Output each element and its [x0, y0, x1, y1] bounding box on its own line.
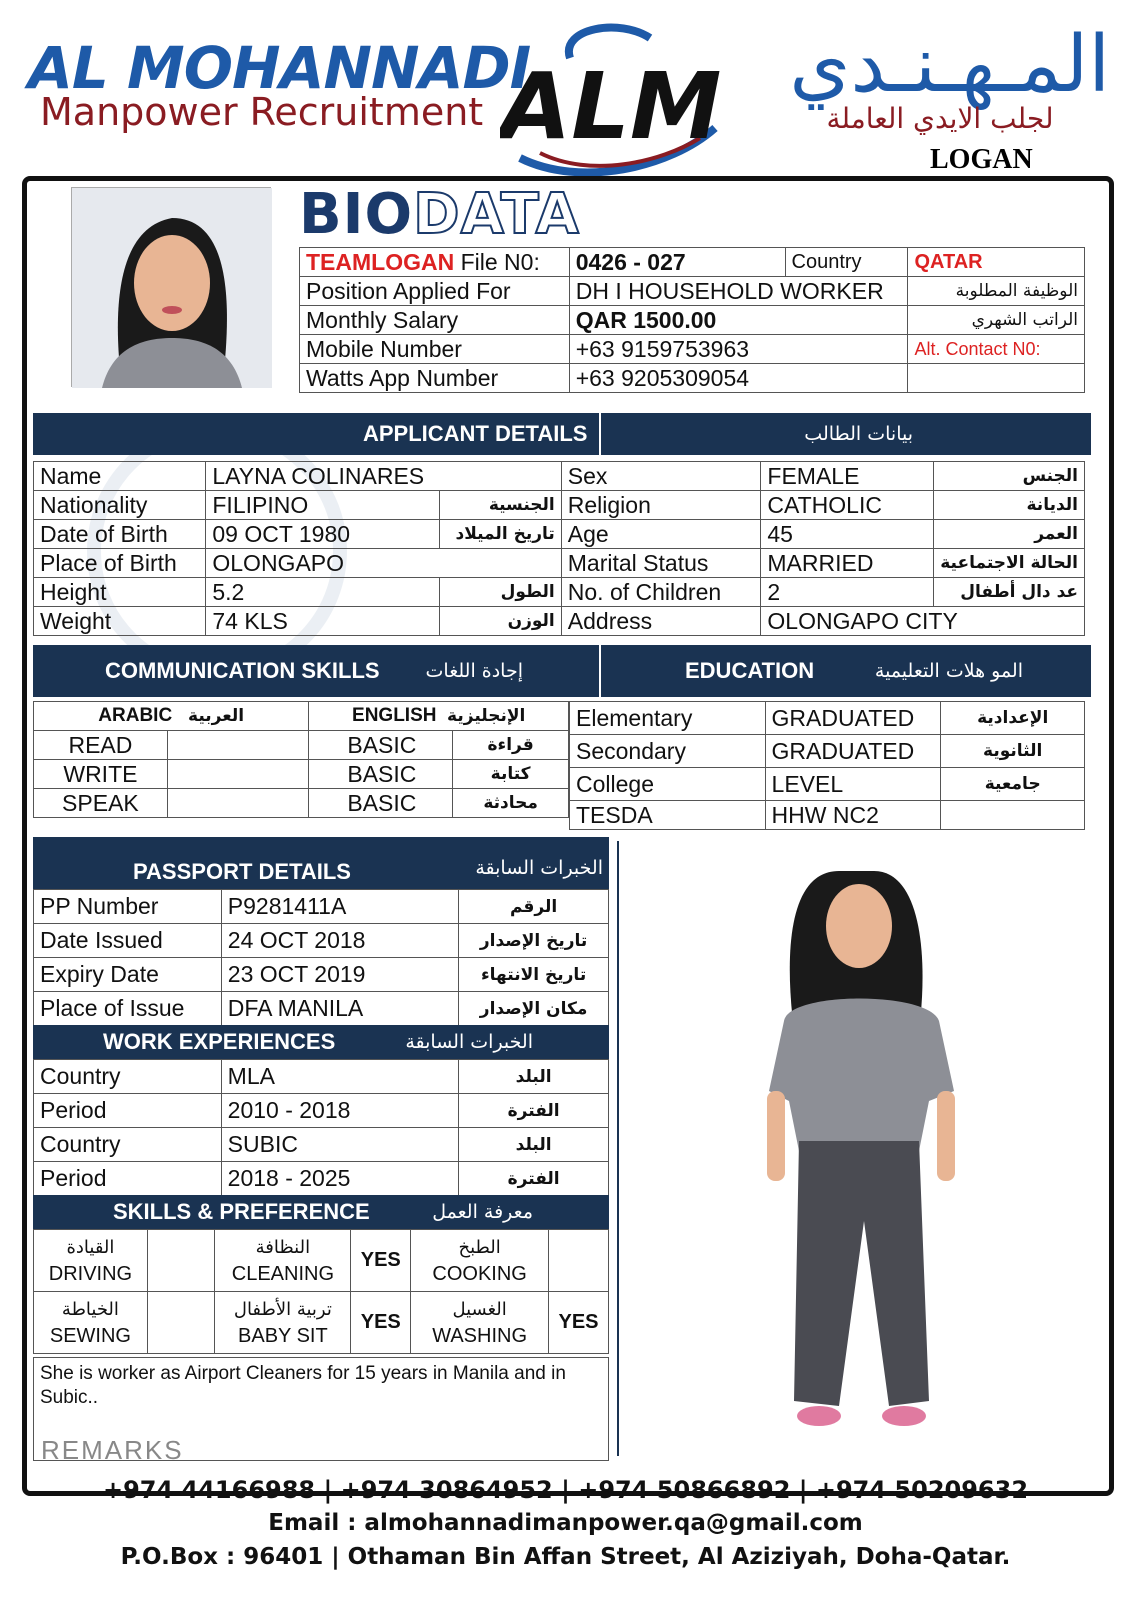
skills-row-2: [34, 1292, 609, 1354]
applicant-value-left: OLONGAPO: [206, 549, 561, 578]
skills-title-ar: معرفة العمل: [432, 1201, 533, 1223]
passport-label-ar: مكان الإصدار: [459, 992, 609, 1026]
comm-arabic-value: [167, 760, 309, 789]
education-level: Elementary: [570, 702, 766, 735]
skill-washing-ar: الغسيل: [452, 1298, 507, 1320]
alt-contact-value: [908, 364, 1085, 393]
country-label: Country: [785, 248, 908, 277]
applicant-value-right: 2: [761, 578, 934, 607]
applicant-row: [34, 491, 1085, 520]
passport-row: [34, 992, 609, 1026]
education-status: GRADUATED: [765, 735, 941, 768]
remarks-label: REMARKS: [41, 1435, 184, 1465]
passport-label: Date Issued: [34, 924, 222, 958]
applicant-label-right: No. of Children: [561, 578, 761, 607]
work-value: SUBIC: [221, 1128, 459, 1162]
footer-phones: +974 44166988 | +974 30864952 | +974 50866892 | +974 50209632: [102, 1476, 1029, 1504]
applicant-value-right: OLONGAPO CITY: [761, 607, 1085, 636]
applicant-row: [34, 462, 1085, 491]
file-brand: TEAMLOGAN: [306, 248, 455, 275]
applicant-value-left: LAYNA COLINARES: [206, 462, 561, 491]
fullbody-image: [619, 841, 1089, 1456]
passport-label-ar: الرقم: [459, 890, 609, 924]
applicant-label-right: Age: [561, 520, 761, 549]
position-label-ar: الوظيفة المطلوبة: [908, 277, 1085, 306]
biodata-title: [299, 182, 580, 247]
company-name-ar: المـهـنـدي: [789, 20, 1110, 110]
applicant-label-right: Religion: [561, 491, 761, 520]
applicant-photo-portrait: [71, 187, 271, 387]
work-row: [34, 1162, 609, 1196]
communication-row: [34, 789, 569, 818]
applicant-photo-fullbody: [617, 841, 1087, 1456]
biodata-frame: [22, 176, 1114, 1496]
education-level-ar: الثانوية: [941, 735, 1085, 768]
company-subtitle-ar: لجلب الايدي العاملة: [826, 102, 1054, 135]
skill-driving-ar: القيادة: [66, 1236, 115, 1258]
applicant-details-title-ar: بيانات الطالب: [804, 423, 913, 445]
file-label-text: File N0:: [454, 248, 540, 275]
arabic-label-ar: العربية: [188, 706, 245, 726]
applicant-details-title: APPLICANT DETAILS: [363, 421, 588, 446]
communication-row: [34, 731, 569, 760]
applicant-value-right: CATHOLIC: [761, 491, 934, 520]
work-title-ar: الخبرات السابقة: [405, 1031, 533, 1053]
comm-arabic-value: [167, 731, 309, 760]
skill-babysit-ar: تربية الأطفال: [233, 1298, 332, 1320]
company-subtitle-en: Manpower Recruitment: [40, 90, 484, 134]
company-name-en: AL MOHANNADI: [28, 34, 531, 102]
applicant-label-left: Height: [34, 578, 206, 607]
english-label-ar: الإنجليزية: [447, 706, 526, 726]
work-label: Period: [34, 1162, 222, 1196]
biodata-title-bold: BIO: [299, 182, 414, 247]
work-label-ar: البلد: [459, 1128, 609, 1162]
work-row: [34, 1128, 609, 1162]
comm-skill-ar: كتابة: [453, 760, 569, 789]
work-value: 2018 - 2025: [221, 1162, 459, 1196]
whatsapp-value: +63 9205309054: [569, 364, 908, 393]
passport-value: P9281411A: [221, 890, 458, 924]
band-divider: [599, 413, 601, 455]
top-info-table: [299, 247, 1085, 393]
skill-cooking: [411, 1230, 549, 1292]
applicant-value-left: 74 KLS: [206, 607, 440, 636]
skill-sewing-ar: الخياطة: [61, 1298, 119, 1320]
skill-sewing-value: [147, 1292, 215, 1354]
skills-table: [33, 1229, 609, 1354]
communication-title: COMMUNICATION SKILLS: [105, 658, 380, 683]
work-label: Country: [34, 1128, 222, 1162]
applicant-value-left: 5.2: [206, 578, 440, 607]
comm-header-row: [34, 702, 569, 731]
skill-driving-en: DRIVING: [48, 1262, 133, 1285]
applicant-row: [34, 607, 1085, 636]
comm-arabic-value: [167, 789, 309, 818]
skill-cooking-value: [549, 1230, 609, 1292]
passport-label: Place of Issue: [34, 992, 222, 1026]
education-row: [570, 801, 1085, 830]
work-row: [34, 1060, 609, 1094]
education-row: [570, 702, 1085, 735]
skill-sewing: [34, 1292, 148, 1354]
skill-washing-value: YES: [549, 1292, 609, 1354]
applicant-row: [34, 549, 1085, 578]
education-level-ar: [941, 801, 1085, 830]
position-value: DH I HOUSEHOLD WORKER: [569, 277, 908, 306]
passport-title: PASSPORT DETAILS: [133, 859, 351, 884]
education-row: [570, 735, 1085, 768]
passport-label: PP Number: [34, 890, 222, 924]
mobile-row: [300, 335, 1085, 364]
education-level: College: [570, 768, 766, 801]
education-table: [569, 701, 1085, 830]
applicant-label-left-ar: الطول: [440, 578, 561, 607]
comm-skill: WRITE: [34, 760, 168, 789]
education-row: [570, 768, 1085, 801]
applicant-label-left: Place of Birth: [34, 549, 206, 578]
skills-row-1: [34, 1230, 609, 1292]
alt-contact-label: Alt. Contact N0:: [908, 335, 1085, 364]
position-row: [300, 277, 1085, 306]
remarks-box: She is worker as Airport Cleaners for 15 years in Manila and in Subic..: [33, 1357, 609, 1461]
skills-band: [33, 1195, 609, 1229]
english-header: [309, 702, 569, 731]
work-label: Country: [34, 1060, 222, 1094]
passport-label: Expiry Date: [34, 958, 222, 992]
work-band: [33, 1025, 609, 1059]
passport-label-ar: تاريخ الانتهاء: [459, 958, 609, 992]
skill-babysit: [215, 1292, 351, 1354]
passport-title-ar: الخبرات السابقة: [475, 857, 603, 879]
file-number: 0426 - 027: [569, 248, 785, 277]
position-label: Position Applied For: [300, 277, 570, 306]
applicant-value-right: FEMALE: [761, 462, 934, 491]
education-level: Secondary: [570, 735, 766, 768]
applicant-label-right-ar: الديانة: [934, 491, 1085, 520]
passport-row: [34, 924, 609, 958]
salary-label: Monthly Salary: [300, 306, 570, 335]
applicant-label-left-ar: الوزن: [440, 607, 561, 636]
mobile-label: Mobile Number: [300, 335, 570, 364]
portrait-image: [72, 188, 272, 388]
education-title: EDUCATION: [685, 658, 815, 683]
logan-label: LOGAN: [930, 144, 1033, 175]
applicant-label-left: Weight: [34, 607, 206, 636]
applicant-label-right: Address: [561, 607, 761, 636]
skill-babysit-en: BABY SIT: [238, 1324, 328, 1347]
applicant-label-right-ar: عد دال أطفال: [934, 578, 1085, 607]
salary-label-ar: الراتب الشهري: [908, 306, 1085, 335]
whatsapp-row: [300, 364, 1085, 393]
education-level-ar: جامعية: [941, 768, 1085, 801]
footer-email: Email : almohannadimanpower.qa@gmail.com: [268, 1510, 863, 1536]
applicant-value-left: FILIPINO: [206, 491, 440, 520]
skill-babysit-value: YES: [351, 1292, 411, 1354]
education-title-ar: المو هلات التعليمية: [874, 660, 1023, 682]
applicant-label-right-ar: الحالة الاجتماعية: [934, 549, 1085, 578]
skill-cleaning-value: YES: [351, 1230, 411, 1292]
work-value: MLA: [221, 1060, 459, 1094]
alm-logo-icon: [500, 18, 730, 178]
arabic-label: ARABIC: [98, 705, 173, 726]
passport-table: [33, 889, 609, 1026]
applicant-label-right: Sex: [561, 462, 761, 491]
applicant-row: [34, 578, 1085, 607]
passport-label-ar: تاريخ الإصدار: [459, 924, 609, 958]
salary-value: QAR 1500.00: [569, 306, 908, 335]
skill-washing-en: WASHING: [432, 1324, 528, 1347]
skill-driving: [34, 1230, 148, 1292]
applicant-label-right-ar: العمر: [934, 520, 1085, 549]
education-status: LEVEL: [765, 768, 941, 801]
communication-title-ar: إجادة اللغات: [425, 660, 523, 682]
passport-row: [34, 958, 609, 992]
band-divider-2: [599, 645, 601, 697]
comm-skill-ar: قراءة: [453, 731, 569, 760]
mobile-value: +63 9159753963: [569, 335, 908, 364]
whatsapp-label: Watts App Number: [300, 364, 570, 393]
salary-row: [300, 306, 1085, 335]
comm-skill: READ: [34, 731, 168, 760]
applicant-value-left: 09 OCT 1980: [206, 520, 440, 549]
work-label-ar: الفترة: [459, 1094, 609, 1128]
work-row: [34, 1094, 609, 1128]
applicant-value-right: MARRIED: [761, 549, 934, 578]
skill-cooking-en: COOKING: [432, 1262, 527, 1285]
biodata-title-outline: DATA: [413, 182, 580, 247]
skill-washing: [411, 1292, 549, 1354]
skill-cleaning-en: CLEANING: [231, 1262, 334, 1285]
country-value: QATAR: [908, 248, 1085, 277]
communication-row: [34, 760, 569, 789]
english-label: ENGLISH: [352, 705, 437, 726]
education-level: TESDA: [570, 801, 766, 830]
comm-english-value: BASIC: [309, 789, 453, 818]
footer-address: P.O.Box : 96401 | Othaman Bin Affan Street, Al Aziziyah, Doha-Qatar.: [120, 1544, 1011, 1570]
applicant-table: [33, 461, 1085, 636]
skill-driving-value: [147, 1230, 215, 1292]
education-status: GRADUATED: [765, 702, 941, 735]
skill-cooking-ar: الطبخ: [458, 1236, 501, 1258]
work-value: 2010 - 2018: [221, 1094, 459, 1128]
education-level-ar: الإعدادية: [941, 702, 1085, 735]
file-label: [300, 248, 570, 277]
passport-row: [34, 890, 609, 924]
communication-table: [33, 701, 569, 818]
applicant-label-left: Nationality: [34, 491, 206, 520]
passport-value: DFA MANILA: [221, 992, 458, 1026]
applicant-label-left: Date of Birth: [34, 520, 206, 549]
skill-cleaning: [215, 1230, 351, 1292]
skills-education-band: [33, 645, 1091, 697]
work-label-ar: البلد: [459, 1060, 609, 1094]
comm-skill-ar: محادثة: [453, 789, 569, 818]
applicant-label-left-ar: تاريخ الميلاد: [440, 520, 561, 549]
passport-band: [33, 837, 609, 889]
arabic-header: [34, 702, 309, 731]
file-row: [300, 248, 1085, 277]
applicant-details-band: [33, 413, 1091, 455]
work-table: [33, 1059, 609, 1196]
applicant-label-left-ar: الجنسية: [440, 491, 561, 520]
comm-skill: SPEAK: [34, 789, 168, 818]
alm-logo-text: ALM: [500, 53, 722, 160]
skill-cleaning-ar: النظافة: [255, 1236, 311, 1258]
comm-english-value: BASIC: [309, 760, 453, 789]
applicant-label-right-ar: الجنس: [934, 462, 1085, 491]
skill-sewing-en: SEWING: [49, 1324, 131, 1347]
work-title: WORK EXPERIENCES: [103, 1029, 336, 1054]
work-label: Period: [34, 1094, 222, 1128]
work-label-ar: الفترة: [459, 1162, 609, 1196]
applicant-row: [34, 520, 1085, 549]
applicant-label-right: Marital Status: [561, 549, 761, 578]
applicant-value-right: 45: [761, 520, 934, 549]
applicant-label-left: Name: [34, 462, 206, 491]
passport-value: 23 OCT 2019: [221, 958, 458, 992]
passport-value: 24 OCT 2018: [221, 924, 458, 958]
comm-english-value: BASIC: [309, 731, 453, 760]
skills-title: SKILLS & PREFERENCE: [113, 1199, 370, 1224]
education-status: HHW NC2: [765, 801, 941, 830]
